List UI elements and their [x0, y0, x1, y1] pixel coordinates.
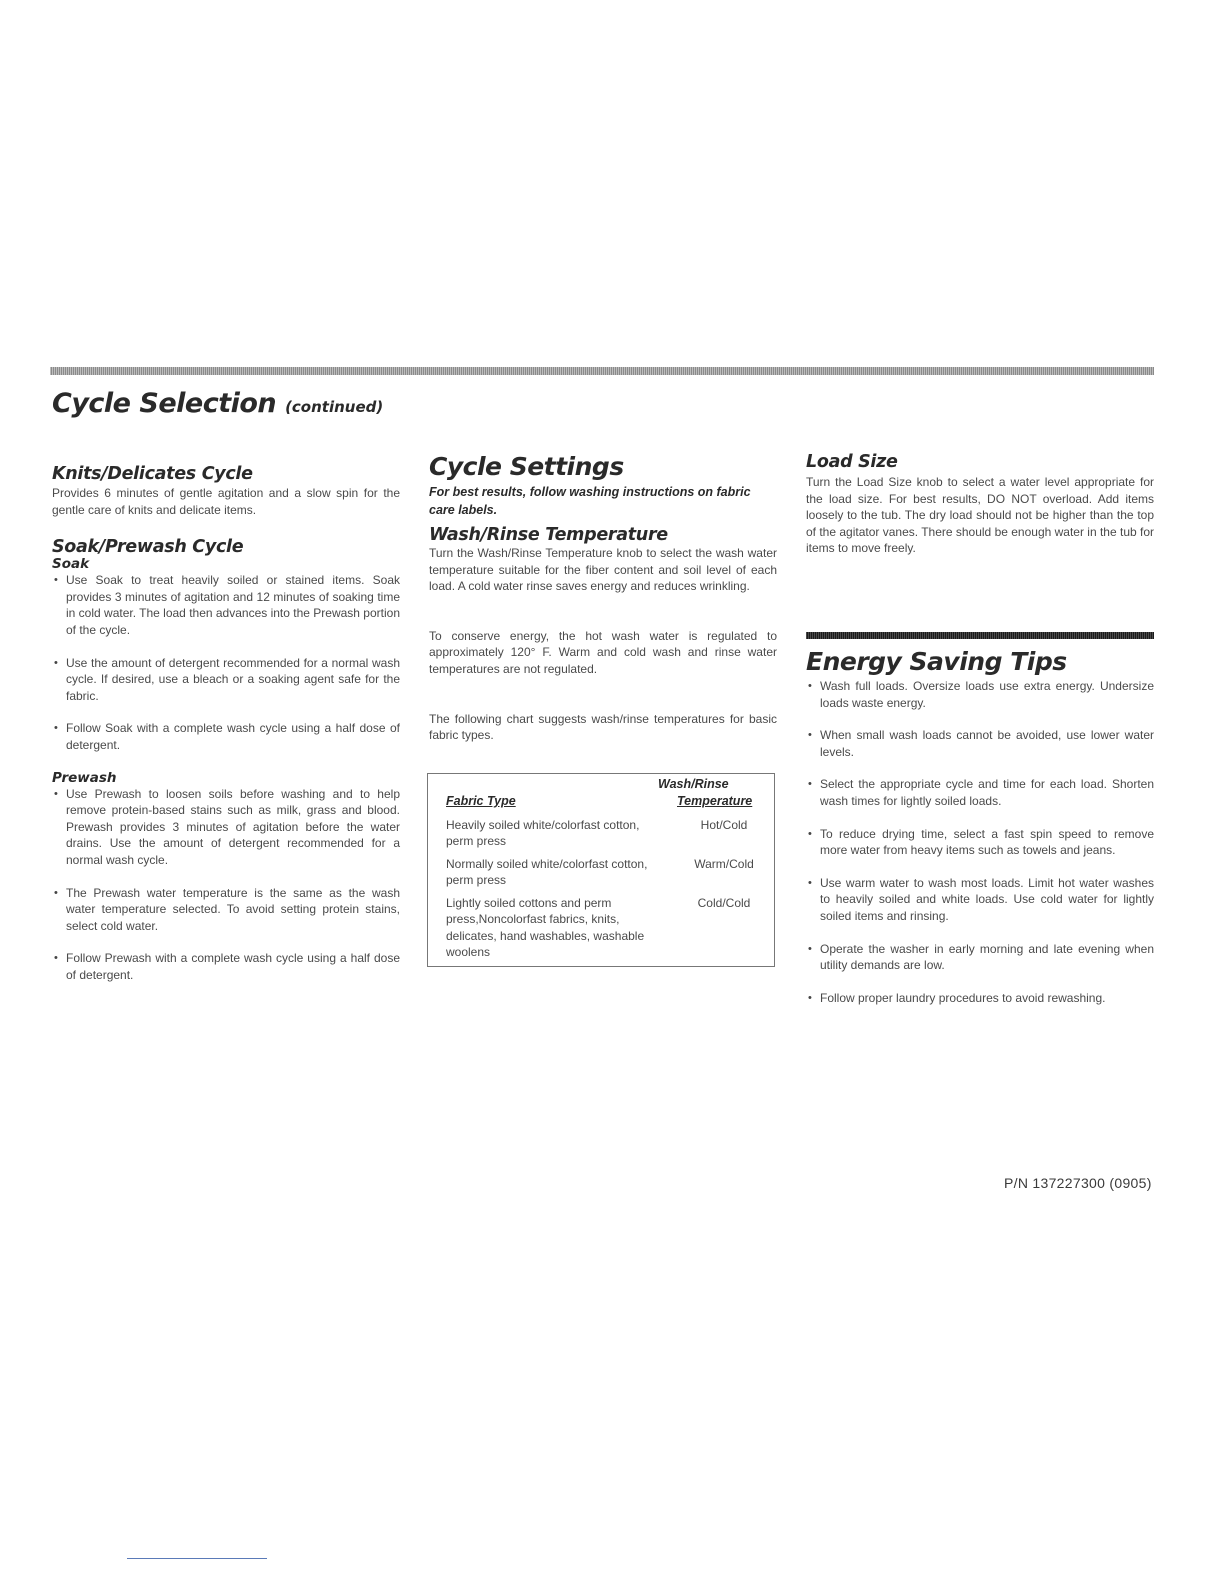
- prewash-bullet: • Use Prewash to loosen soils before washing and to help remove protein-based stains such as milk, grass and blood. Prewash provides 3 minutes of agitation before the water drains. Use the amount of detergent recommended for a normal wash cycle.: [52, 786, 400, 869]
- soak-bullet: • Follow Soak with a complete wash cycle using a half dose of detergent.: [52, 720, 400, 753]
- cycle-settings-lead: For best results, follow washing instructions on fabric care labels.: [429, 485, 751, 517]
- table-header-temp: Temperature: [677, 794, 753, 808]
- energy-divider-bar: [806, 632, 1154, 639]
- knits-text: Provides 6 minutes of gentle agitation and a slow spin for the gentle care of knits and delicate items.: [52, 486, 400, 517]
- energy-tip: • When small wash loads cannot be avoided, use lower water levels.: [806, 727, 1154, 760]
- load-size-heading: Load Size: [806, 452, 898, 472]
- table-cell-fabric: Lightly soiled cottons and perm press,Noncolorfast fabrics, knits, delicates, hand washables, washable woolens: [446, 896, 645, 960]
- prewash-bullet: • Follow Prewash with a complete wash cycle using a half dose of detergent.: [52, 950, 400, 983]
- table-header-fabric: Fabric Type: [446, 794, 516, 808]
- right-column-top: [806, 452, 1154, 557]
- right-column-energy: [806, 647, 1154, 1006]
- wash-rinse-para: To conserve energy, the hot wash water is regulated to approximately 120° F. Warm and cold wash and rinse water temperatures are not regulated.: [429, 628, 777, 676]
- prewash-bullet: • The Prewash water temperature is the same as the wash water temperature selected. To avoid setting protein stains, select cold water.: [52, 885, 400, 935]
- soak-label: Soak: [52, 556, 90, 573]
- table-cell-fabric: Normally soiled white/colorfast cotton, perm press: [446, 857, 648, 888]
- table-header-temp-top: Wash/Rinse: [658, 777, 729, 791]
- wash-rinse-para: Turn the Wash/Rinse Temperature knob to select the wash water temperature suitable for the fiber content and soil level of each load. A cold water rinse saves energy and reduces wrinkling.: [429, 546, 777, 594]
- wash-rinse-para: The following chart suggests wash/rinse temperatures for basic fabric types.: [429, 711, 777, 743]
- wash-rinse-heading: Wash/Rinse Temperature: [429, 525, 668, 545]
- energy-tip: • Follow proper laundry procedures to avoid rewashing.: [806, 990, 1154, 1007]
- page-title-suffix: (continued): [285, 398, 384, 416]
- cycle-settings-heading: Cycle Settings: [429, 452, 624, 481]
- footer-rule: [127, 1558, 267, 1559]
- soak-bullet: • Use Soak to treat heavily soiled or stained items. Soak provides 3 minutes of agitation and 12 minutes of soaking time in cold water. The load then advances into the Prewash portion of the cycle.: [52, 572, 400, 638]
- table-cell-temp: Cold/Cold: [697, 896, 751, 910]
- soak-bullet: • Use the amount of detergent recommended for a normal wash cycle. If desired, use a bleach or a soaking agent safe for the fabric.: [52, 655, 400, 705]
- energy-tip: • Select the appropriate cycle and time for each load. Shorten wash times for lightly soiled loads.: [806, 776, 1154, 809]
- fabric-temperature-table: [427, 773, 775, 967]
- page-title: Cycle Selection (continued): [52, 388, 384, 419]
- prewash-label: Prewash: [52, 769, 117, 786]
- load-size-text: Turn the Load Size knob to select a water level appropriate for the load size. For best results, DO NOT overload. Add items loosely to the tub. The dry load should not be higher than the top of the agitator vanes. There should be enough water in the tub for items to move freely.: [806, 475, 1155, 556]
- middle-column: [429, 452, 777, 744]
- left-column: [52, 464, 400, 983]
- energy-tip: • Use warm water to wash most loads. Limit hot water washes to heavily soiled and white loads. Use cold water for lightly soiled items and rinsing.: [806, 875, 1154, 925]
- energy-tips-heading: Energy Saving Tips: [806, 647, 1067, 676]
- energy-tip: • Wash full loads. Oversize loads use extra energy. Undersize loads waste energy.: [806, 678, 1154, 711]
- energy-tip: • To reduce drying time, select a fast spin speed to remove more water from heavy items such as towels and jeans.: [806, 826, 1154, 859]
- knits-heading: Knits/Delicates Cycle: [52, 464, 253, 484]
- table-cell-fabric: Heavily soiled white/colorfast cotton, perm press: [446, 818, 640, 849]
- top-divider-bar: [50, 367, 1154, 375]
- soak-prewash-heading: Soak/Prewash Cycle: [52, 537, 244, 558]
- table-cell-temp: Warm/Cold: [694, 857, 754, 871]
- part-number: P/N 137227300 (0905): [1004, 1175, 1152, 1191]
- energy-tip: • Operate the washer in early morning and late evening when utility demands are low.: [806, 941, 1154, 974]
- table-cell-temp: Hot/Cold: [700, 818, 748, 832]
